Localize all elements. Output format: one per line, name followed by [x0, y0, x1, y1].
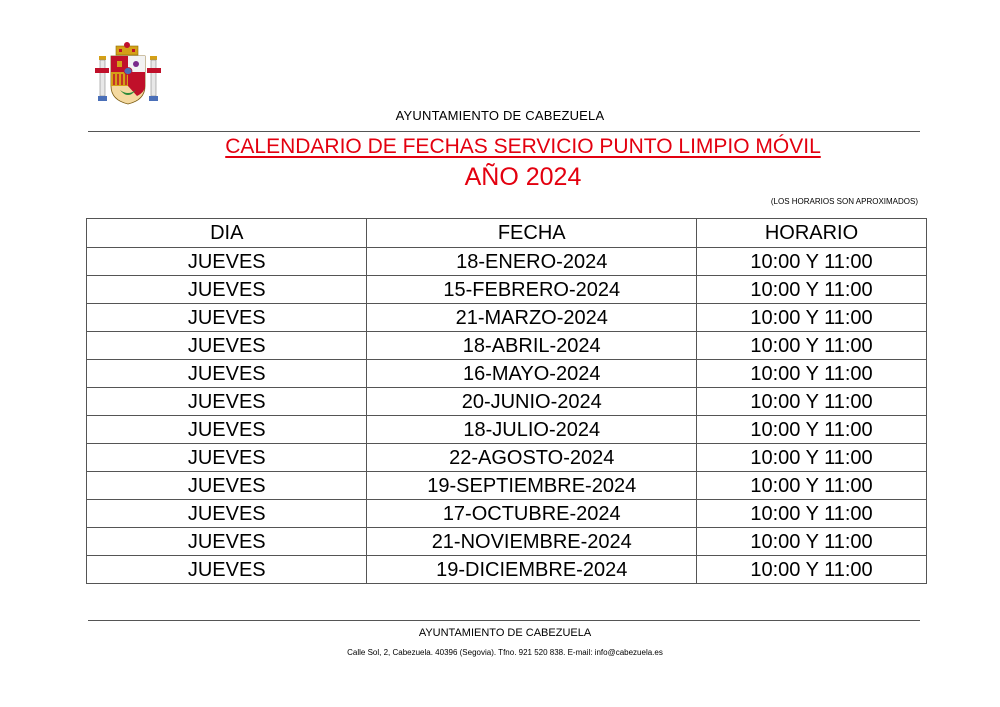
table-header-row [87, 219, 927, 248]
table-row [87, 248, 927, 276]
cell-fecha: 16-MAYO-2024 [367, 360, 697, 388]
cell-horario: 10:00 Y 11:00 [697, 360, 927, 388]
cell-dia: JUEVES [87, 332, 367, 360]
cell-dia: JUEVES [87, 500, 367, 528]
column-header-dia: DIA [87, 219, 367, 248]
cell-dia: JUEVES [87, 276, 367, 304]
spanish-coat-of-arms-icon [93, 42, 163, 106]
cell-dia: JUEVES [87, 556, 367, 584]
cell-dia: JUEVES [87, 360, 367, 388]
cell-fecha: 15-FEBRERO-2024 [367, 276, 697, 304]
table-row [87, 360, 927, 388]
table-row [87, 472, 927, 500]
footer-organization: AYUNTAMIENTO DE CABEZUELA [418, 627, 592, 639]
cell-fecha: 17-OCTUBRE-2024 [367, 500, 697, 528]
cell-dia: JUEVES [87, 416, 367, 444]
footer-contact-address: Calle Sol, 2, Cabezuela. 40396 (Segovia). Tfno. 921 520 838. E-mail: info@cabezuela.es [347, 648, 663, 657]
cell-dia: JUEVES [87, 304, 367, 332]
cell-fecha: 19-DICIEMBRE-2024 [367, 556, 697, 584]
cell-dia: JUEVES [87, 472, 367, 500]
cell-dia: JUEVES [87, 444, 367, 472]
cell-horario: 10:00 Y 11:00 [697, 528, 927, 556]
cell-horario: 10:00 Y 11:00 [697, 332, 927, 360]
cell-dia: JUEVES [87, 528, 367, 556]
cell-fecha: 19-SEPTIEMBRE-2024 [367, 472, 697, 500]
column-header-horario: HORARIO [697, 219, 927, 248]
cell-horario: 10:00 Y 11:00 [697, 556, 927, 584]
cell-fecha: 18-JULIO-2024 [367, 416, 697, 444]
schedule-table [86, 218, 927, 584]
cell-horario: 10:00 Y 11:00 [697, 472, 927, 500]
table-row [87, 304, 927, 332]
header-divider [88, 131, 920, 132]
column-header-fecha: FECHA [367, 219, 697, 248]
table-row [87, 556, 927, 584]
cell-horario: 10:00 Y 11:00 [697, 500, 927, 528]
cell-horario: 10:00 Y 11:00 [697, 276, 927, 304]
cell-fecha: 21-MARZO-2024 [367, 304, 697, 332]
table-row [87, 500, 927, 528]
table-row [87, 444, 927, 472]
table-row [87, 388, 927, 416]
schedule-note: (LOS HORARIOS SON APROXIMADOS) [770, 197, 918, 206]
footer-divider [88, 620, 920, 621]
cell-fecha: 21-NOVIEMBRE-2024 [367, 528, 697, 556]
cell-fecha: 18-ABRIL-2024 [367, 332, 697, 360]
cell-horario: 10:00 Y 11:00 [697, 304, 927, 332]
cell-dia: JUEVES [87, 388, 367, 416]
table-row [87, 276, 927, 304]
cell-fecha: 18-ENERO-2024 [367, 248, 697, 276]
document-title: CALENDARIO DE FECHAS SERVICIO PUNTO LIMPIO MÓVIL [225, 135, 821, 158]
cell-fecha: 22-AGOSTO-2024 [367, 444, 697, 472]
cell-dia: JUEVES [87, 248, 367, 276]
table-row [87, 332, 927, 360]
table-row [87, 528, 927, 556]
cell-horario: 10:00 Y 11:00 [697, 248, 927, 276]
table-row [87, 416, 927, 444]
cell-fecha: 20-JUNIO-2024 [367, 388, 697, 416]
document-year: AÑO 2024 [464, 163, 582, 191]
cell-horario: 10:00 Y 11:00 [697, 388, 927, 416]
header-organization: AYUNTAMIENTO DE CABEZUELA [395, 108, 605, 123]
cell-horario: 10:00 Y 11:00 [697, 444, 927, 472]
cell-horario: 10:00 Y 11:00 [697, 416, 927, 444]
